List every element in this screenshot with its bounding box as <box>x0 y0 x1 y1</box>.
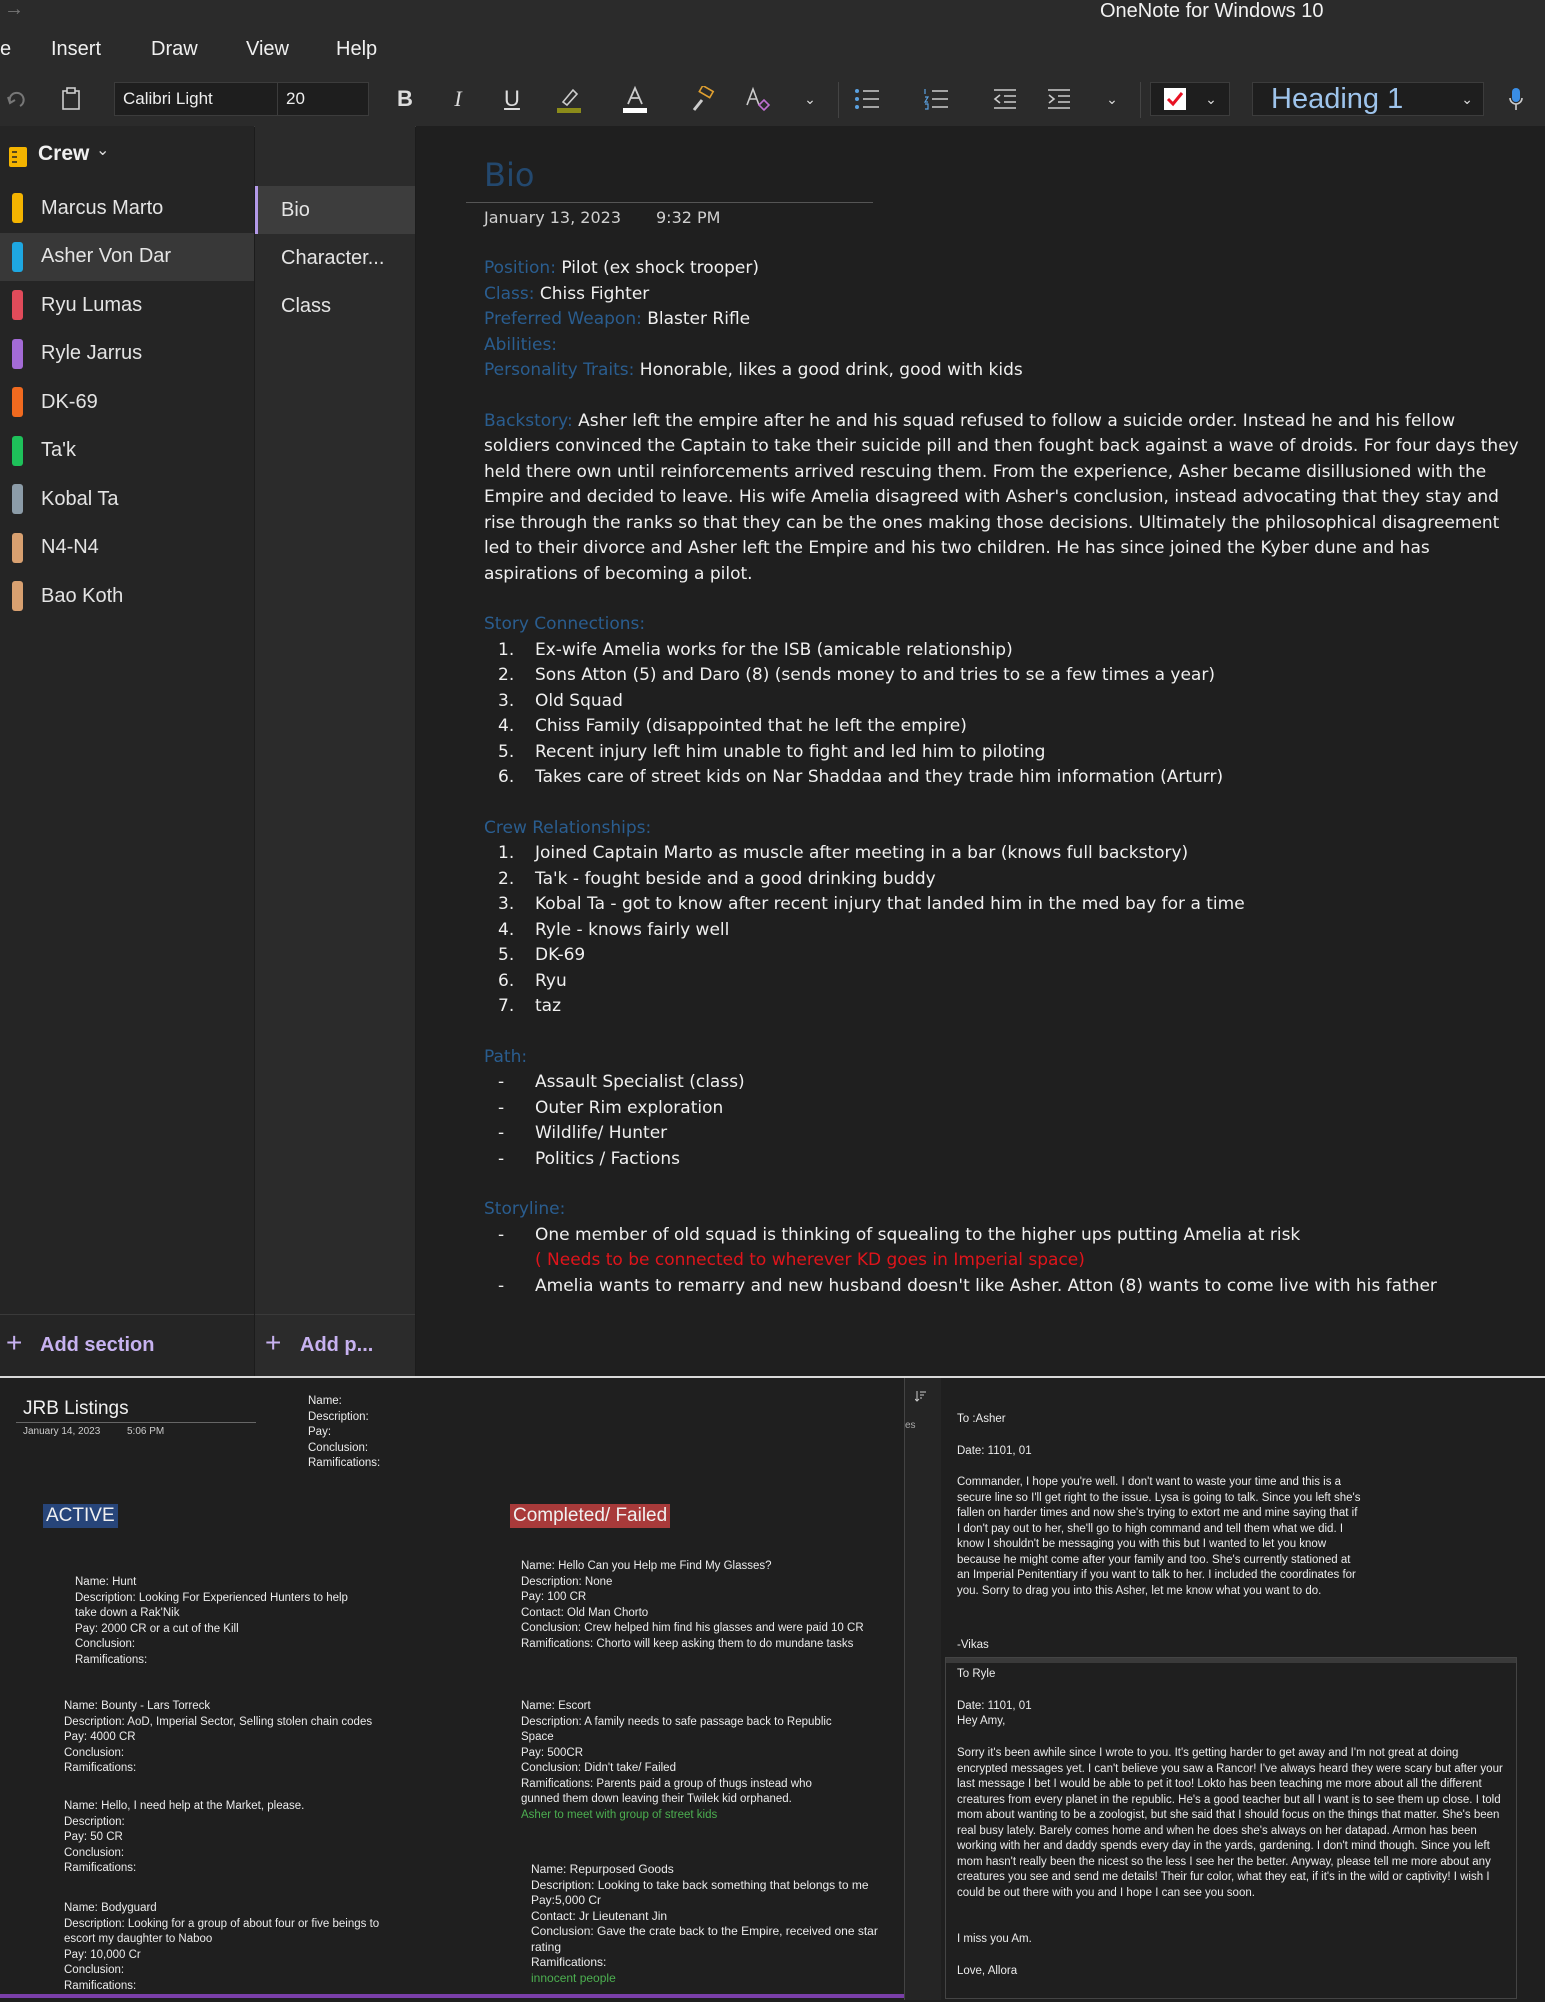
job-card <box>64 1699 372 1777</box>
job-line: Ramifications: <box>308 1457 381 1469</box>
job-line: Ramifications: <box>75 1653 148 1666</box>
note-body[interactable] <box>484 256 1524 1299</box>
title-underline <box>466 202 873 203</box>
job-line: Ramifications: <box>64 1979 137 1992</box>
job-line: escort my daughter to Naboo <box>64 1933 213 1945</box>
chevron-down-icon[interactable]: ⌄ <box>804 90 816 107</box>
storyline-note: ( Needs to be connected to wherever KD goes in Imperial space) <box>535 1250 1085 1270</box>
job-line: Conclusion: <box>75 1638 136 1650</box>
completed-heading: Completed/ Failed <box>510 1504 670 1528</box>
job-card: Name: Repurposed Goods Description: Looking to take back something that belongs to me Pay:5,000 Cr Contact: Jr Lieutenant Jin Conclusion: Gave the crate back to the Empire, received one star rating Ramifications: innocent people <box>531 1862 904 1986</box>
section-color-tab <box>12 533 23 563</box>
font-color-icon[interactable] <box>618 82 652 116</box>
page-item[interactable] <box>255 234 415 282</box>
page-label: Bio <box>281 198 310 221</box>
field-line: Class: Chiss Fighter <box>484 283 650 304</box>
job-line: Contact: Old Man Chorto <box>521 1606 649 1619</box>
list-item: 1. Joined Captain Marto as muscle after meeting in a bar (knows full backstory) <box>498 843 1189 863</box>
backstory-paragraph <box>484 409 1524 588</box>
plus-icon: + <box>6 1327 23 1358</box>
job-line: Description: <box>308 1410 369 1423</box>
section-label: Ryle Jarrus <box>41 342 143 364</box>
section-item[interactable] <box>0 524 254 572</box>
jrb-title: JRB Listings <box>23 1398 129 1419</box>
letter-signature: -Vikas <box>957 1639 989 1651</box>
note-canvas[interactable] <box>416 126 1545 1376</box>
letter-greeting: Hey Amy, <box>957 1715 1006 1727</box>
section-color-tab <box>12 436 23 466</box>
window-title: OneNote for Windows 10 <box>1100 0 1324 22</box>
tab-strip: es <box>904 1378 941 2000</box>
job-line: Name: Bodyguard <box>64 1902 157 1914</box>
format-painter-icon[interactable] <box>688 82 718 116</box>
page-label: Character... <box>281 246 385 269</box>
field-line: Abilities: <box>484 334 558 355</box>
redo-icon[interactable] <box>2 82 32 116</box>
section-item[interactable] <box>0 330 254 378</box>
job-line: Pay:5,000 Cr <box>531 1893 602 1907</box>
job-line: Ramifications: Chorto will keep asking them to do mundane tasks <box>521 1637 854 1650</box>
plus-icon: + <box>265 1327 282 1358</box>
job-line: Pay: 2000 CR or a cut of the Kill <box>75 1622 239 1635</box>
page-time: 9:32 PM <box>656 208 721 227</box>
chevron-down-icon[interactable]: ⌄ <box>1106 90 1118 107</box>
job-line: Conclusion: <box>64 1964 125 1976</box>
letters-panel <box>941 1378 1545 2000</box>
list-item: 5. Recent injury left him unable to fight and led him to piloting <box>498 741 1046 762</box>
list-item: 5. DK-69 <box>498 945 586 965</box>
job-line: Pay: <box>308 1426 332 1438</box>
job-line: Description: Looking for a group of about four or five beings to <box>64 1917 380 1930</box>
font-name-box[interactable]: Calibri Light <box>114 82 278 116</box>
job-line: Pay: 500CR <box>521 1746 584 1759</box>
jrb-listings-panel <box>0 1378 904 2000</box>
clipboard-icon[interactable] <box>56 82 86 116</box>
letter-date: Date: 1101, 01 <box>957 1445 1032 1457</box>
list-item: 7. taz <box>498 996 562 1016</box>
menu-help[interactable]: Help <box>336 38 378 60</box>
letter-body: Commander, I hope you're well. I don't want to waste your time and this is a secure line so I'll get right to the issue. Lysa is going to talk. Since you left she's fallen on harder times and now she's trying to extort me and mine saying that if I don't pay out to her, she'll go to high command and tell them what we did. I know I shouldn't be messaging you with this but I wanted to let you know because he might come after your family and too. She's currently stationed at an Imperial Penitentiary if you want to talk to her. I included the coordinates for you. Sorry to drag you into this Asher, let me know what you want to do. <box>957 1476 1361 1597</box>
section-item[interactable] <box>0 378 254 426</box>
job-line: Description: Looking For Experienced Hunters to help <box>75 1591 348 1604</box>
section-item[interactable] <box>0 184 254 232</box>
add-page-label: Add p... <box>300 1334 374 1356</box>
job-line: Description: <box>64 1815 125 1828</box>
storyline-label: Storyline: <box>484 1199 566 1219</box>
job-line: Conclusion: <box>64 1846 125 1859</box>
todo-tag-button[interactable]: ⌄ <box>1150 82 1230 116</box>
list-item: 2. Ta'k - fought beside and a good drinking buddy <box>498 868 936 889</box>
job-line: Ramifications: <box>531 1955 607 1969</box>
story-connections-label: Story Connections: <box>484 614 646 634</box>
job-line: Pay: 10,000 Cr <box>64 1948 141 1961</box>
job-line: Pay: 100 CR <box>521 1591 587 1603</box>
job-card: Name: Escort Description: A family needs to safe passage back to Republic Space Pay: 500CR Conclusion: Didn't take/ Failed Ramifications: Parents paid a group of thugs instead who gunned them down leaving their Twilek kid orphaned. Asher to meet with group of street kids <box>521 1700 832 1821</box>
page-label: Class <box>281 294 332 317</box>
add-page-button[interactable] <box>255 1314 415 1377</box>
letter-recipient: To :Asher <box>957 1413 1006 1425</box>
pasted-screenshots <box>0 1376 1545 2002</box>
backstory-label: Backstory: <box>484 410 573 431</box>
list-item: 2. Sons Atton (5) and Daro (8) (sends money to and tries to se a few times a year) <box>498 665 1215 685</box>
section-color-tab <box>12 581 23 611</box>
page-item[interactable] <box>255 282 415 330</box>
style-dropdown[interactable] <box>1252 82 1484 116</box>
letter-closing: I miss you Am. <box>957 1933 1032 1945</box>
add-section-button[interactable] <box>0 1314 254 1377</box>
section-color-tab <box>12 339 23 369</box>
chevron-down-icon: ⌄ <box>1461 90 1473 107</box>
backstory-text: Asher left the empire after he and his squad refused to follow a suicide order. Instead he and his fellow soldiers convinced the Captain to take their suicide pill and then fought back against a wave of droids. For four days they held there own until reinforcements arrived rescuing them. From the experience, Asher became disillusioned with the Empire and decided to leave. His wife Amelia disagreed with Asher's conclusion, instead advocating that they stay and rise through the ranks so that they can be the ones making those decisions. Ultimately the philosophical disagreement led to their divorce and Asher left the Empire and his two children. He has since joined the Kyber dune and has aspirations of becoming a pilot. <box>484 410 1519 584</box>
sort-icon <box>915 1390 927 1402</box>
list-item: - One member of old squad is thinking of squealing to the higher ups putting Amelia at risk ( Needs to be connected to wherever KD goes in Imperial space) <box>498 1224 1301 1270</box>
highlighter-icon[interactable] <box>552 82 586 116</box>
job-line: Contact: Jr Lieutenant Jin <box>531 1908 668 1923</box>
job-card <box>64 1901 379 1994</box>
job-line: Name: <box>308 1395 342 1407</box>
job-line: gunned them down leaving their Twilek kid orphaned. <box>521 1793 792 1805</box>
italic-button[interactable]: I <box>454 86 462 111</box>
job-line: Description: Looking to take back something that belongs to me <box>531 1877 869 1892</box>
notebook-name: Crew <box>38 142 90 165</box>
page-list <box>255 126 415 1376</box>
list-item: 6. Ryu <box>498 970 567 991</box>
menu-home-tab[interactable]: e <box>0 38 12 60</box>
job-line: Pay: 4000 CR <box>64 1731 136 1743</box>
list-item: - Wildlife/ Hunter <box>498 1123 668 1143</box>
section-label: Ta'k <box>41 439 76 461</box>
back-arrow-icon[interactable]: → <box>4 0 24 20</box>
page-title[interactable]: Bio <box>484 156 535 194</box>
job-line: Description: A family needs to safe passage back to Republic <box>521 1715 832 1728</box>
style-name: Heading 1 <box>1271 82 1404 115</box>
menu-draw[interactable]: Draw <box>151 38 198 60</box>
field-line: Personality Traits: Honorable, likes a good drink, good with kids <box>484 360 1023 380</box>
bullet-list-icon[interactable] <box>852 82 882 116</box>
chevron-down-icon: ⌄ <box>96 142 110 159</box>
section-label: Bao Koth <box>41 584 124 607</box>
section-label: Marcus Marto <box>41 196 164 219</box>
job-line: Conclusion: <box>64 1746 125 1759</box>
list-item: - Politics / Factions <box>498 1148 681 1169</box>
job-line: Name: Hello Can you Help me Find My Glasses? <box>521 1560 772 1572</box>
letter-date: Date: 1101, 01 <box>957 1700 1032 1712</box>
bold-button[interactable]: B <box>397 86 413 111</box>
microphone-icon[interactable] <box>1504 82 1528 116</box>
field-line: Preferred Weapon: Blaster Rifle <box>484 309 751 329</box>
title-bar <box>0 0 1545 26</box>
numbered-list-icon[interactable] <box>921 82 951 116</box>
notebook-header[interactable] <box>0 126 254 184</box>
job-line: Conclusion: Gave the crate back to the Empire, received one star rating <box>531 1924 878 1954</box>
section-label: Asher Von Dar <box>41 245 172 267</box>
job-line: Space <box>521 1731 554 1743</box>
list-item: - Assault Specialist (class) <box>498 1072 745 1092</box>
path-list <box>484 1070 1524 1172</box>
storyline-list <box>484 1223 1524 1300</box>
job-line: Description: None <box>521 1575 613 1588</box>
job-line: Conclusion: <box>308 1441 369 1454</box>
note-container[interactable] <box>945 1657 1517 1999</box>
jrb-time: 5:06 PM <box>127 1426 165 1437</box>
menu-bar <box>0 26 1545 74</box>
section-color-tab <box>12 242 23 272</box>
section-list <box>0 126 254 1376</box>
job-line: Description: AoD, Imperial Sector, Selling stolen chain codes <box>64 1715 373 1728</box>
job-card <box>75 1575 348 1668</box>
job-line: Ramifications: Parents paid a group of thugs instead who <box>521 1777 812 1790</box>
crew-relationships-label: Crew Relationships: <box>484 817 652 838</box>
job-line: Ramifications: <box>64 1762 137 1774</box>
jrb-date: January 14, 2023 <box>23 1426 101 1437</box>
letter-signature: Love, Allora <box>957 1965 1018 1977</box>
job-line: Name: Bounty - Lars Torreck <box>64 1700 211 1712</box>
section-color-tab <box>12 387 23 417</box>
job-line: Name: Hello, I need help at the Market, please. <box>64 1800 305 1812</box>
section-color-tab <box>12 484 23 514</box>
list-item: 4. Ryle - knows fairly well <box>498 919 730 940</box>
font-size-box[interactable]: 20 <box>277 82 369 116</box>
active-heading: ACTIVE <box>43 1504 118 1528</box>
letter-body: Sorry it's been awhile since I wrote to you. It's getting harder to get away and I'm not great at doing encrypted messages yet. I can't believe you saw a Rancor! I've always heard they were scary but after your last message I bet I would be able to pet it too! Lokto has been teaching me more about all the different creatures from every planet in the republic. He's a good teacher but all I want is to see them up close. I told mom about wanting to be a zoologist, but she said that I should focus on the things that matter. She's been real busy lately. Barely comes home and when he does she's always on her datapad. Armon has been working with her and daddy spends every day in the yards, gardening. I don't mind though. Since you left mom hasn't really been the nicest so the less I see her the better. Anyway, please tell me more about any creatures you see and send me details! Their fur color, what they eat, if it's in the wild or captivity! I wish I could be out there with you and I hope I can see you soon. <box>957 1747 1503 1899</box>
increase-indent-icon[interactable] <box>1044 82 1074 116</box>
notebook-icon <box>8 146 28 168</box>
list-item: 3. Old Squad <box>498 690 623 711</box>
list-item: - Outer Rim exploration <box>498 1097 724 1118</box>
clear-formatting-icon[interactable] <box>742 82 772 116</box>
menu-view[interactable]: View <box>246 38 289 60</box>
job-line: take down a Rak'Nik <box>75 1607 180 1619</box>
decrease-indent-icon[interactable] <box>990 82 1020 116</box>
ribbon-toolbar <box>0 74 1545 127</box>
job-card <box>64 1799 304 1877</box>
letter-recipient: To Ryle <box>957 1668 996 1680</box>
underline-button[interactable]: U <box>504 86 520 111</box>
list-item: 3. Kobal Ta - got to know after recent injury that landed him in the med bay for a time <box>498 894 1245 914</box>
list-item: 1. Ex-wife Amelia works for the ISB (amicable relationship) <box>498 639 1013 660</box>
jrb-template <box>308 1394 380 1472</box>
job-card <box>521 1559 864 1652</box>
section-item[interactable] <box>0 475 254 523</box>
section-label: N4-N4 <box>41 536 99 558</box>
job-line: Name: Repurposed Goods <box>531 1862 674 1876</box>
section-label: Ryu Lumas <box>41 293 143 316</box>
list-item: 6. Takes care of street kids on Nar Shaddaa and they trade him information (Arturr) <box>498 767 1224 787</box>
page-date: January 13, 2023 <box>484 208 621 227</box>
job-line: Pay: 50 CR <box>64 1831 123 1843</box>
job-line: Conclusion: Crew helped him find his glasses and were paid 10 CR <box>521 1622 864 1634</box>
list-item: - Amelia wants to remarry and new husband doesn't like Asher. Atton (8) wants to come live with his father <box>498 1275 1437 1296</box>
section-item[interactable] <box>0 572 254 620</box>
path-label: Path: <box>484 1046 528 1067</box>
job-line: Name: Hunt <box>75 1576 137 1588</box>
job-line: Name: Escort <box>521 1700 591 1712</box>
section-item[interactable] <box>0 427 254 475</box>
page-item[interactable] <box>255 186 415 234</box>
crew-relationships-list <box>484 841 1524 1020</box>
section-color-tab <box>12 290 23 320</box>
menu-insert[interactable]: Insert <box>51 38 102 60</box>
add-section-label: Add section <box>40 1334 155 1356</box>
section-color-tab <box>12 193 23 223</box>
checkbox-icon <box>1163 87 1187 111</box>
job-line: Conclusion: Didn't take/ Failed <box>521 1762 676 1774</box>
section-item[interactable] <box>0 233 254 281</box>
section-label: Kobal Ta <box>41 487 119 510</box>
section-label: DK-69 <box>41 390 98 413</box>
field-line: Position: Pilot (ex shock trooper) <box>484 258 759 278</box>
story-connections-list <box>484 638 1524 791</box>
job-line: Ramifications: <box>64 1862 137 1874</box>
list-item: 4. Chiss Family (disappointed that he left the empire) <box>498 716 967 736</box>
section-item[interactable] <box>0 281 254 329</box>
